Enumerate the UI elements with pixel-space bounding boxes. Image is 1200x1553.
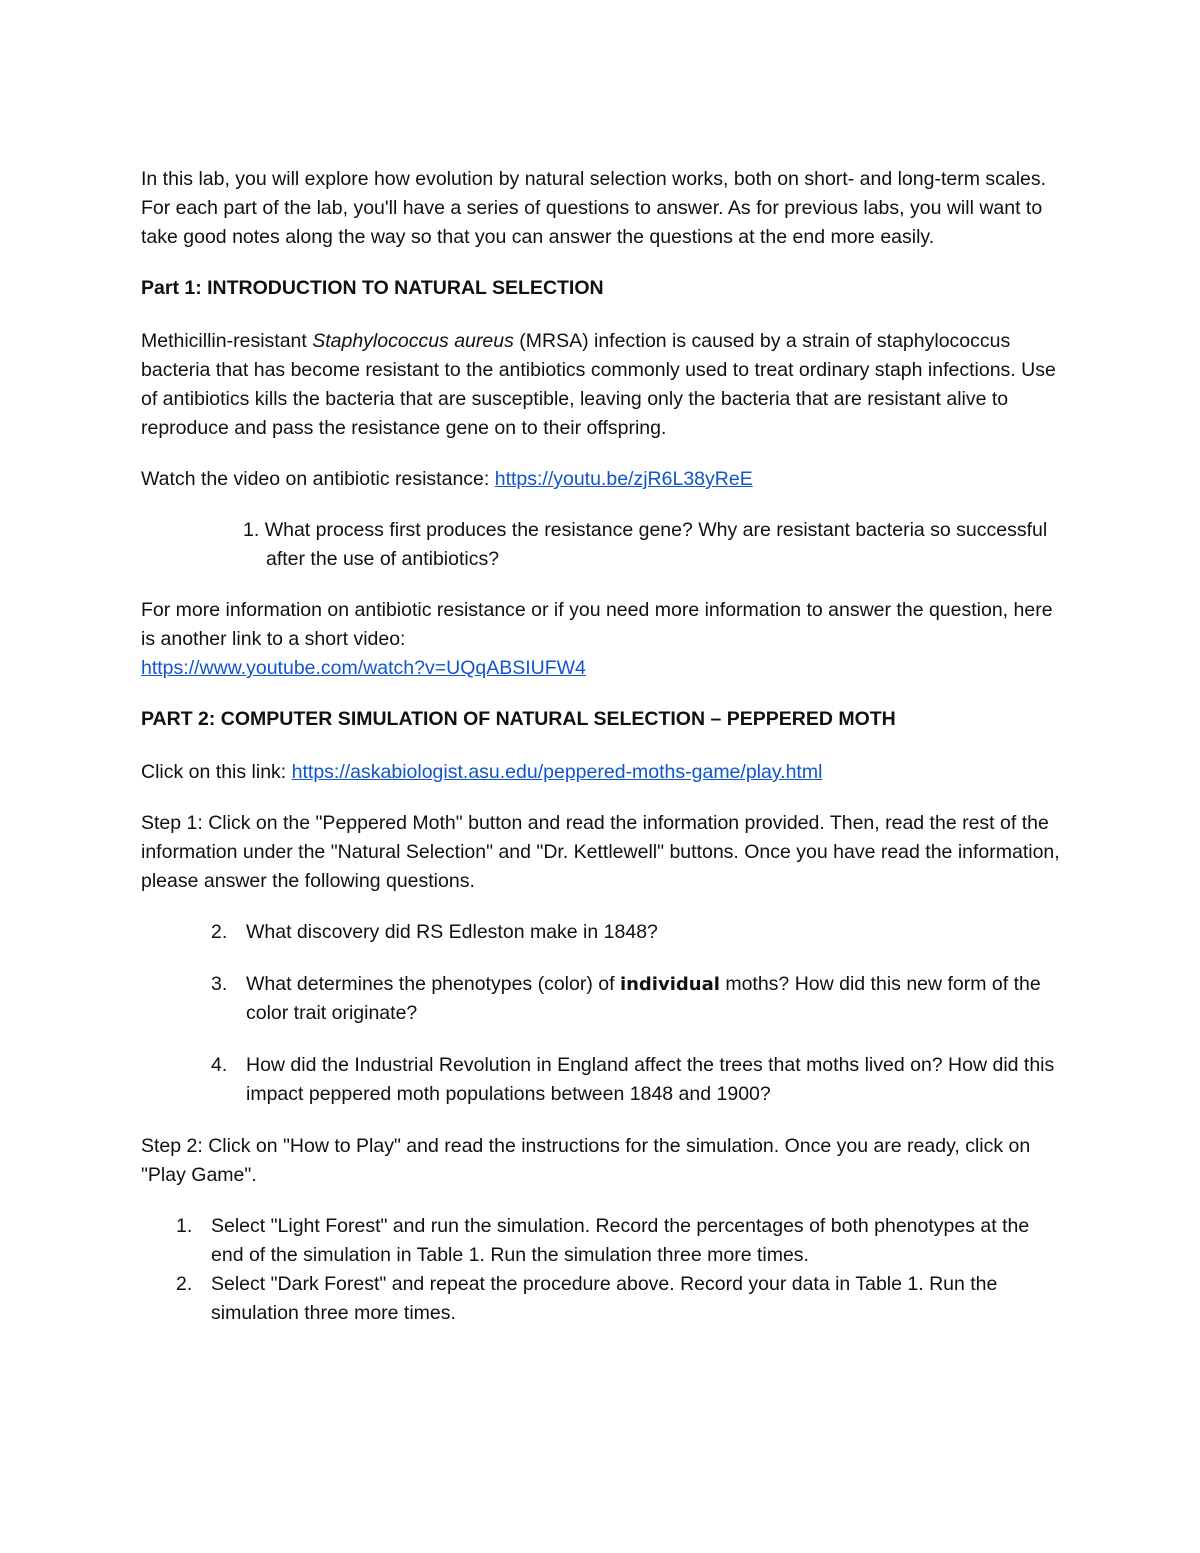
step-1-paragraph: Step 1: Click on the "Peppered Moth" button and read the information provided. Then, read the rest of the information under the "Natural Selection" and "Dr. Kettlewell" buttons. Once you have read the information, please answer the following questions. (141, 812, 1060, 892)
question-4-number: 4. (211, 1054, 228, 1076)
document-page (141, 165, 1061, 1328)
question-3-bold-word: individual (619, 974, 720, 995)
question-1-number: 1. (243, 519, 260, 541)
question-2-number: 2. (211, 921, 228, 943)
mrsa-text-post: (MRSA) infection is caused by a strain of staphylococcus bacteria that has become resistant to the antibiotics commonly used to treat ordinary staph infections. Use of antibiotics kills the bacteria that are susceptible, leaving only the bacteria that are resistant alive to reproduce and pass the resistance gene on to their offspring. (141, 330, 1056, 439)
question-3-text-post: moths? How did this new form of the color trait originate? (246, 973, 1041, 1024)
question-3-number: 3. (211, 973, 228, 995)
question-4 (211, 1051, 1061, 1109)
question-4-text: How did the Industrial Revolution in England affect the trees that moths lived on? How did this impact peppered moth populations between 1848 and 1900? (246, 1054, 1055, 1105)
question-2 (211, 918, 1061, 947)
question-2-text: What discovery did RS Edleston make in 1848? (246, 921, 658, 943)
click-link-text: Click on this link: (141, 761, 292, 783)
species-name: Staphylococcus aureus (312, 330, 514, 352)
mrsa-text-pre: Methicillin-resistant (141, 330, 313, 352)
step-2-paragraph: Step 2: Click on "How to Play" and read the instructions for the simulation. Once you are ready, click on "Play Game". (141, 1135, 1031, 1186)
list-item-text: Select "Light Forest" and run the simulation. Record the percentages of both phenotypes at the end of the simulation in Table 1. Run the simulation three more times. (211, 1215, 1030, 1266)
list-item-number: 2. (176, 1273, 193, 1295)
simulation-steps-list (141, 1212, 1061, 1328)
question-1 (243, 516, 1061, 574)
more-info-paragraph (141, 596, 1061, 683)
antibiotic-video-link[interactable]: https://youtu.be/zjR6L38yReE (494, 468, 753, 490)
mrsa-paragraph (141, 327, 1061, 443)
simulation-link-paragraph (141, 758, 1061, 787)
watch-video-text: Watch the video on antibiotic resistance: (141, 468, 495, 490)
intro-paragraph: In this lab, you will explore how evolution by natural selection works, both on short- and long-term scales. For each part of the lab, you'll have a series of questions to answer. As for previous labs, you will want to take good notes along the way so that you can answer the questions at the end more easily. (141, 168, 1047, 248)
peppered-moth-game-link[interactable]: https://askabiologist.asu.edu/peppered-moths-game/play.html (291, 761, 823, 783)
short-video-link[interactable]: https://www.youtube.com/watch?v=UQqABSIUFW4 (141, 657, 586, 679)
list-item (141, 1270, 1061, 1328)
question-1-text: What process first produces the resistance gene? Why are resistant bacteria so successful after the use of antibiotics? (264, 519, 1048, 570)
question-3-text-pre: What determines the phenotypes (color) of (246, 973, 620, 995)
list-item-number: 1. (176, 1215, 193, 1237)
watch-video-paragraph (141, 465, 1061, 494)
list-item-text: Select "Dark Forest" and repeat the procedure above. Record your data in Table 1. Run the simulation three more times. (211, 1273, 998, 1324)
question-3 (211, 970, 1061, 1028)
list-item (141, 1212, 1061, 1270)
more-info-text: For more information on antibiotic resistance or if you need more information to answer the question, here is another link to a short video: (141, 599, 1053, 650)
part1-heading: Part 1: INTRODUCTION TO NATURAL SELECTION (141, 277, 604, 299)
part2-heading: PART 2: COMPUTER SIMULATION OF NATURAL SELECTION – PEPPERED MOTH (141, 708, 896, 730)
